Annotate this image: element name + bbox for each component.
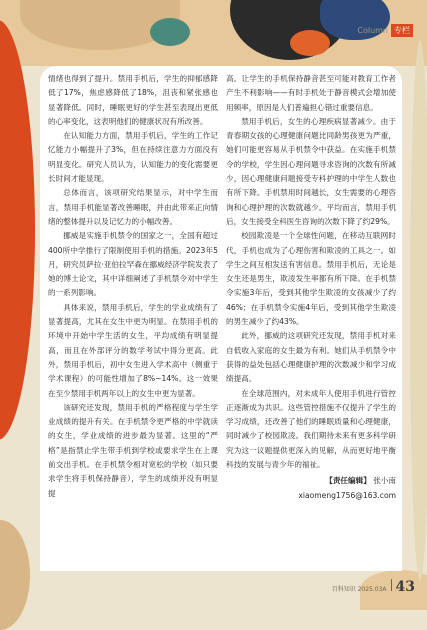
section-label-cn: 专栏 xyxy=(391,24,413,37)
decorative-shape xyxy=(0,20,35,440)
article-page xyxy=(40,66,402,571)
paragraph: 禁用手机后，女生的心理疾病显著减少。由于青春期女孩的心理健康问题比同龄男孩更为严重，她们可能更容易从手机禁令中获益。在实施手机禁令的学校，学生因心理问题寻求咨询的次数有所减少，因心理健康问题接受专科护理的中学生人数也有所下降。手机禁用时间越长，女生需要的心理咨询和心理护理的次数就越少。平均而言，禁用手机后，女生接受全科医生咨询的次数下降了约29%。 xyxy=(226,116,396,226)
paragraph: 总体而言，该项研究结果显示，对中学生而言，禁用手机能显著改善睡眠，并由此带来正向情绪的整体提升以及记忆力的小幅改善。 xyxy=(48,188,218,226)
journal-issue: 百科知识 2025.03A xyxy=(331,586,387,593)
paragraph: 该研究还发现，禁用手机的严格程度与学生学业成绩的提升有关。在手机禁令更严格的中学就读的女生，学业成绩的进步最为显著。这里的“严格”是指禁止学生带手机到学校或要求学生在上课前交出手机。在手机禁令相对宽松的学校（如只要求学生将手机保持静音），学生的成绩并没有明显提 xyxy=(48,402,218,498)
decorative-shape xyxy=(290,30,330,56)
editor-name: 张小南 xyxy=(373,476,396,486)
paragraph: 在全球范围内，对未成年人使用手机进行管控正逐渐成为共识。这些管控措施不仅提升了学生的学习成绩，还改善了他们的睡眠质量和心理健康，同时减少了校园欺凌。我们期待未来有更多科学研究为这一议题提供更深入的见解，从而更好地平衡科技的发展与青少年的福祉。 xyxy=(226,388,396,470)
editor-email: xiaomeng1756@163.com xyxy=(298,490,396,500)
paragraph: 挪威是实施手机禁令的国家之一，全国有超过400所中学推行了限制使用手机的措施。2023年5月，研究员萨拉·亚伯拉罕森在挪威经济学院发表了她的博士论文，其中详细阐述了手机禁令对中学生的一系列影响。 xyxy=(48,231,218,298)
paragraph: 情绪也得到了提升。禁用手机后，学生的抑郁感降低了17%，焦虑感降低了18%，沮丧和紧张感也显著降低。同时，睡眠更好的学生甚至表现出更低的心率变化，这表明他们的健康状况有所改善。 xyxy=(48,74,218,126)
editor-credit xyxy=(226,474,396,488)
section-label-en: Column xyxy=(357,26,388,35)
paragraph: 高。让学生的手机保持静音甚至可能对教育工作者产生不利影响——有时手机处于静音模式会增加使用频率，原因是人们普遍担心错过重要信息。 xyxy=(226,74,396,112)
editor-label: 【责任编辑】 xyxy=(325,476,371,486)
section-header xyxy=(357,24,413,37)
paragraph: 此外，挪威的这项研究还发现，禁用手机对来自低收入家庭的女生最为有利。她们从手机禁令中获得的益处包括心理健康护理的次数减少和学习成绩提高。 xyxy=(226,331,396,384)
decorative-shape xyxy=(150,18,190,46)
page-number: 43 xyxy=(395,579,415,595)
decorative-shape xyxy=(410,40,427,580)
left-column xyxy=(48,72,218,501)
paragraph: 在认知能力方面，禁用手机后，学生的工作记忆能力小幅提升了3%，但在持续注意力方面没有明显变化。研究人员认为，认知能力的变化需要更长时间才能显现。 xyxy=(48,131,218,184)
paragraph: 校园欺凌是一个全球性问题，在移动互联网时代，手机也成为了心理伤害和欺凌的工具之一。如学生之间互相发送有害信息。禁用手机后，无论是女生还是男生，欺凌发生率都有所下降。在手机禁令实施3年后，受到其他学生欺凌的女孩减少了约46%；在手机禁令实施4年后，受到其他学生欺凌的男生减少了约43%。 xyxy=(226,231,396,327)
footer-divider xyxy=(391,579,392,591)
paragraph: 具体来说，禁用手机后，学生的学业成绩有了显著提高，尤其在女生中更为明显。在禁用手机的环境中开始中学生活的女生，平均成绩有明显提高，而且在外部评分的数学考试中得分更高。此外，禁用手机后，初中女生进入学术高中（侧重于学术课程）的可能性增加了8%~14%。这一效果在至少禁用手机两年以上的女生中更为显著。 xyxy=(48,302,218,398)
right-column xyxy=(226,72,396,503)
page-footer xyxy=(332,579,415,595)
decorative-shape xyxy=(0,520,30,630)
